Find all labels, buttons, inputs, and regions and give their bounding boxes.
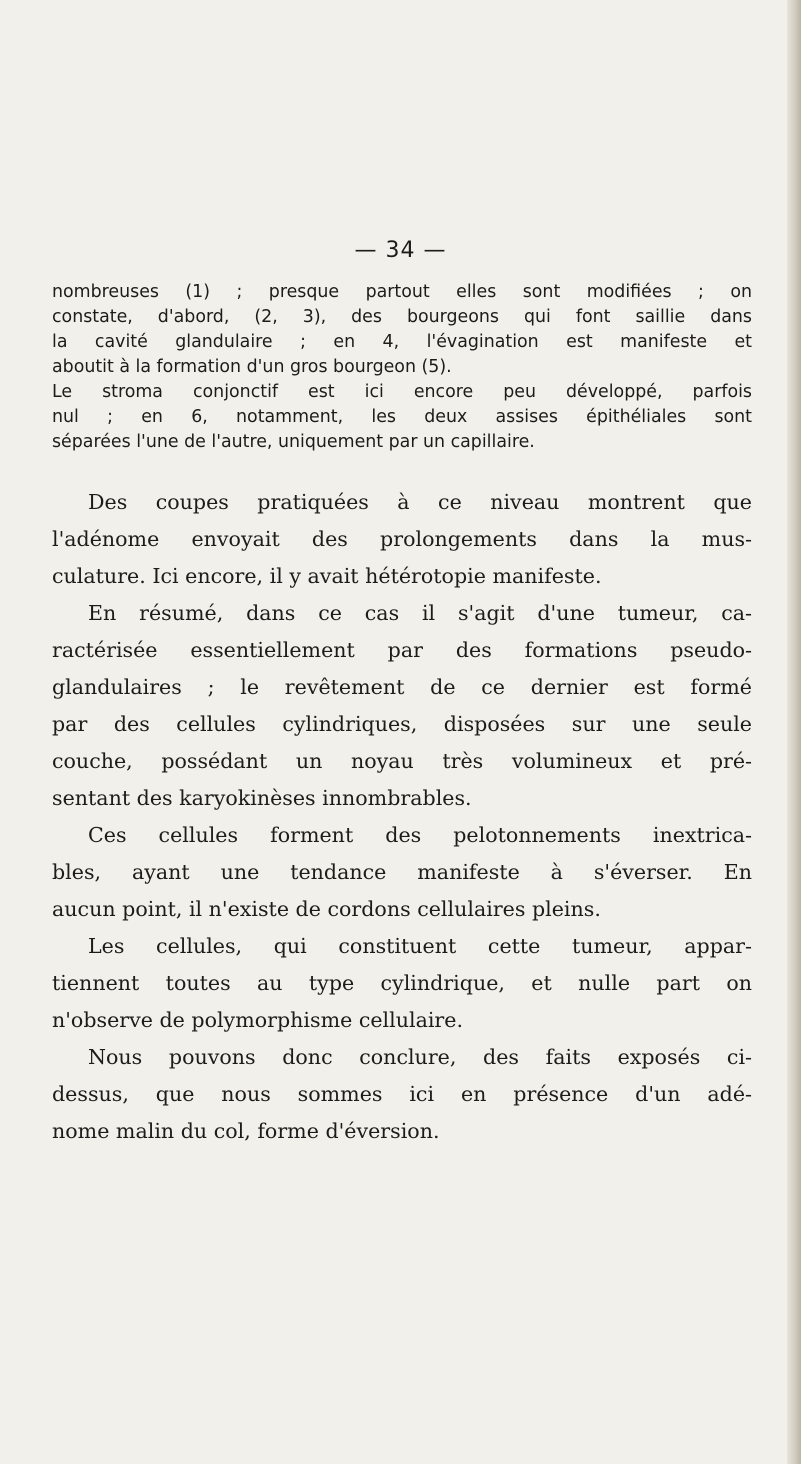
text-line: l'adénome envoyait des prolongements dans la mus- [52,527,752,551]
text-line: Des coupes pratiquées à ce niveau montrent que [88,490,752,514]
text-line: sentant des karyokinèses innombrables. [52,786,472,810]
page-edge-shadow [787,0,801,1464]
text-line: ractérisée essentiellement par des formations pseudo- [52,638,752,662]
text-line: aucun point, il n'existe de cordons cellulaires pleins. [52,897,601,921]
text-line: culature. Ici encore, il y avait hétérotopie manifeste. [52,564,602,588]
text-line: constate, d'abord, (2, 3), des bourgeons qui font saillie dans [52,307,752,327]
text-line: par des cellules cylindriques, disposées sur une seule [52,712,752,736]
text-line: dessus, que nous sommes ici en présence d'un adé- [52,1082,752,1106]
text-line: glandulaires ; le revêtement de ce dernier est formé [52,675,752,699]
text-line: nul ; en 6, notamment, les deux assises épithéliales sont [52,407,752,427]
text-line: couche, possédant un noyau très volumineux et pré- [52,749,752,773]
text-block-large [52,484,752,1150]
text-line: bles, ayant une tendance manifeste à s'éverser. En [52,860,752,884]
text-line: Ces cellules forment des pelotonnements inextrica- [88,823,752,847]
text-line: nombreuses (1) ; presque partout elles sont modifiées ; on [52,282,752,302]
text-line: Le stroma conjonctif est ici encore peu développé, parfois [52,382,752,402]
text-line: tiennent toutes au type cylindrique, et nulle part on [52,971,752,995]
text-line: aboutit à la formation d'un gros bourgeon (5). [52,357,452,377]
text-line: Les cellules, qui constituent cette tumeur, appar- [88,934,752,958]
text-block-small [52,280,752,455]
text-line: séparées l'une de l'autre, uniquement par un capillaire. [52,432,535,452]
text-line: Nous pouvons donc conclure, des faits exposés ci- [88,1045,752,1069]
text-line: la cavité glandulaire ; en 4, l'évagination est manifeste et [52,332,752,352]
page-number: — 34 — [354,238,447,263]
text-line: n'observe de polymorphisme cellulaire. [52,1008,464,1032]
text-line: En résumé, dans ce cas il s'agit d'une tumeur, ca- [88,601,752,625]
text-line: nome malin du col, forme d'éversion. [52,1119,440,1143]
